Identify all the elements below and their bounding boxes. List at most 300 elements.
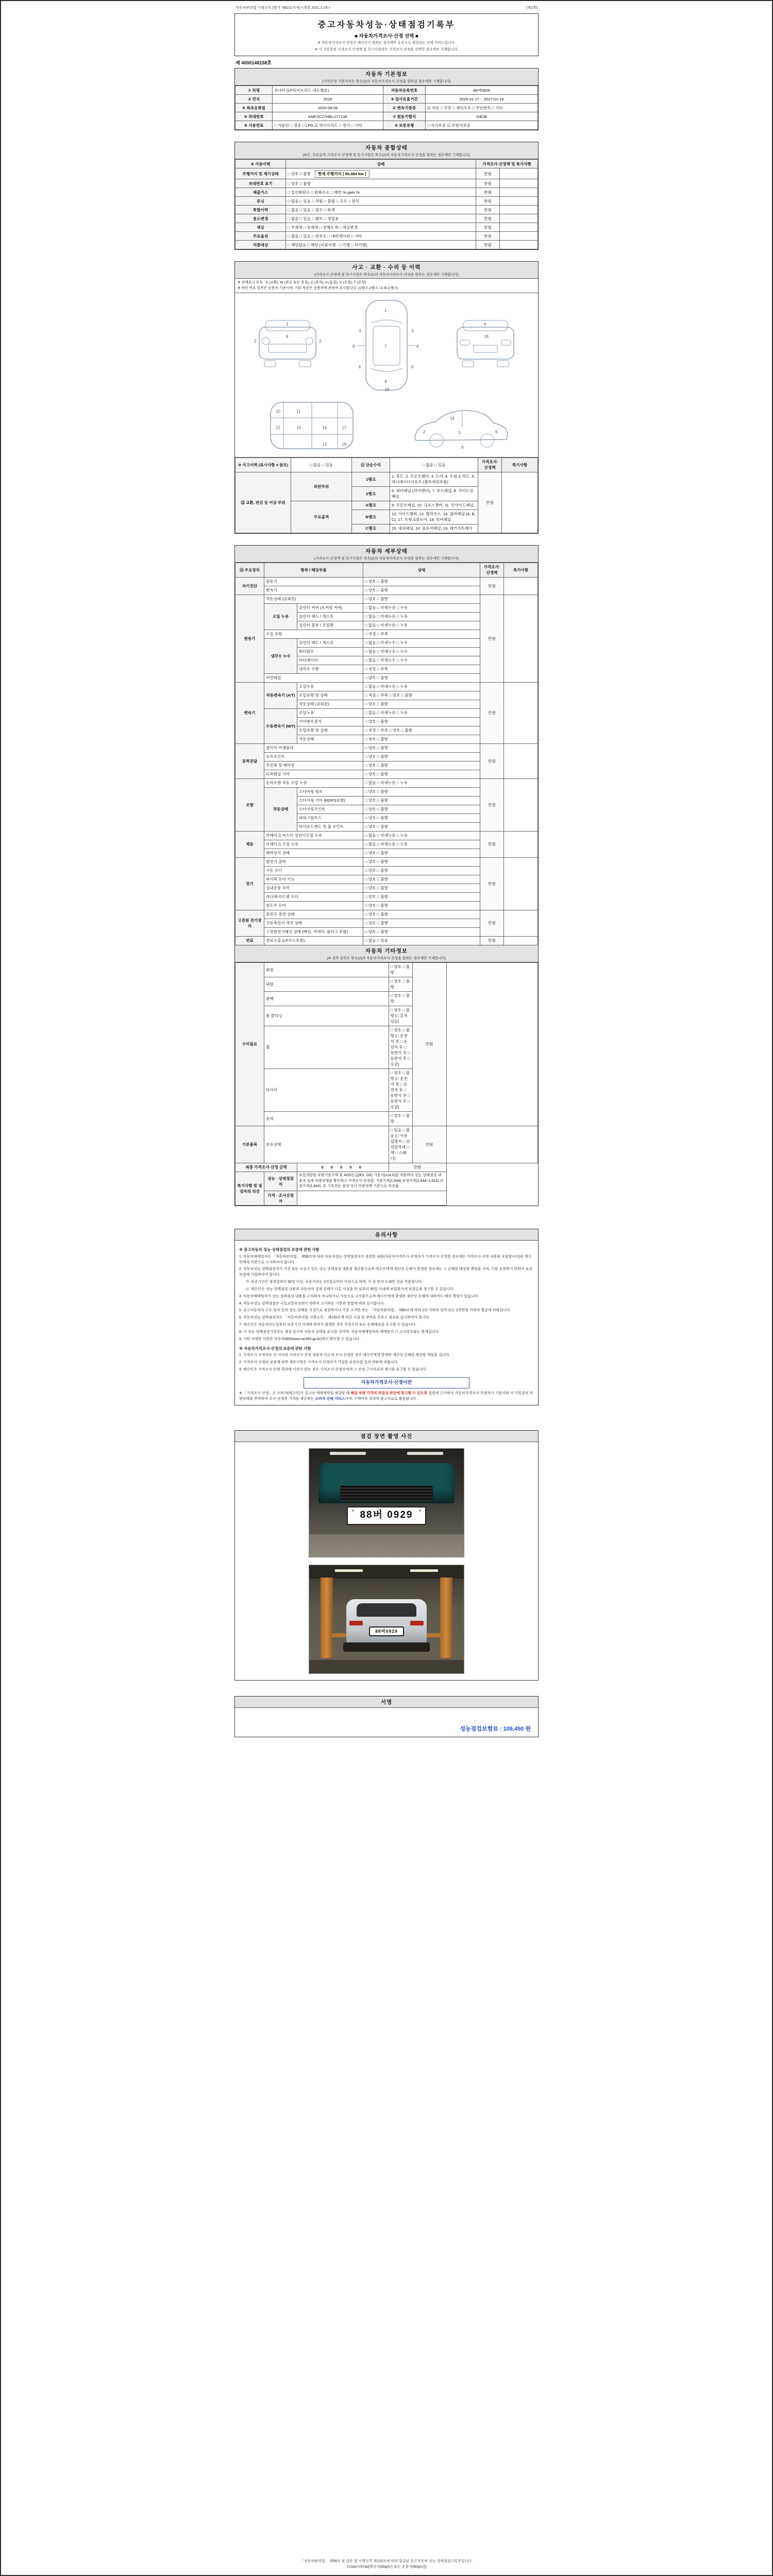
state-checkboxes[interactable]: □ 없음 □ 미세누유 □ 누유 [363, 831, 480, 840]
car-name-label: ① 차명 [236, 86, 273, 95]
model-year-label: ② 연식 [236, 95, 273, 104]
price-cell: 만원 [476, 232, 500, 241]
garage-floor [309, 1534, 464, 1557]
notice-price-items [239, 1353, 534, 1373]
state-checkboxes[interactable]: □ 양호 □ 불량 [363, 849, 480, 857]
svg-text:6: 6 [495, 429, 498, 434]
part-name-cell: 윈도우 모터 [264, 901, 363, 910]
state-checkboxes[interactable]: □ 양호 □ 불량 [363, 814, 480, 822]
overall-condition-table [235, 159, 538, 249]
state-checkboxes[interactable]: □ 없음 □ 있음 □ 침수 □ 화재 [286, 206, 476, 214]
inspection-insurance-fee: 성능점검보험료 : 109,450 원 [460, 1726, 531, 1732]
part-name-cell: 파워고압호스 [297, 814, 363, 822]
device-name-cell: 기본품목 [236, 1126, 264, 1163]
device-name-cell: 고전원 전기장치 [236, 910, 264, 936]
table-row [236, 457, 538, 472]
part-name-cell: 시동 모터 [264, 866, 363, 875]
svg-text:15: 15 [296, 425, 301, 430]
svg-text:19: 19 [342, 442, 346, 447]
price-cell: 만원 [476, 168, 500, 179]
rank2-label: 2랭크 [352, 486, 390, 501]
price-cell: 만원 [476, 188, 500, 197]
remark-cell [504, 910, 538, 936]
state-checkboxes[interactable]: □ 양호 □ 불량 [363, 717, 480, 726]
remark-cell [500, 214, 538, 223]
detail-row [236, 577, 538, 586]
detail-col-item: 항목 / 해당부품 [264, 563, 363, 577]
notice-item: 7. 매수인은 자동차인도일부터 보증기간 이내에 하자가 발생한 경우 무상수리 또는 손해배상을 요구할 수 있습니다. [239, 1323, 417, 1327]
document-subtitle: ■ 자동차가격조사·산정 선택 ■ [355, 33, 418, 39]
photo-area [235, 1442, 538, 1680]
price-definition-box: 자동차가격조사·산정이란 [304, 1377, 470, 1388]
state-checkboxes[interactable]: □ 양호 □ 불량 [363, 910, 480, 919]
garage-light [410, 1569, 438, 1572]
lift-post-right [440, 1578, 452, 1658]
state-checkboxes[interactable]: □ 없음 □ 있음 □ 렌트 □ 영업용 [286, 214, 476, 223]
notice-item: 1. 가격조사·산정자는 이 서식의 가격조사·산정 내용과 다르게 조사·산정한 경우 매수인에게 발생한 재산상 손해를 배상할 책임을 집니다. [239, 1353, 450, 1358]
price-cell: 만원 [476, 197, 500, 206]
state-checkboxes[interactable]: □ 없음 □ 있음 □ 적법 □ 불법 □ 구조 □ 장치 [286, 197, 476, 206]
state-checkboxes[interactable]: □ 양호 □ 불량 (□ 운전석 전 □ 운전석 후 □ 동반석 전 □ 동반석 후 □ 응급) [389, 1069, 412, 1111]
state-checkboxes[interactable]: □ 없음 □ 있음 □ 썬루프 □ 네비게이션 □ 기타 [286, 232, 476, 241]
svg-text:1: 1 [286, 321, 289, 327]
svg-text:2: 2 [254, 338, 257, 344]
part-name-cell: 오일유량 및 상태 [297, 691, 363, 700]
state-checkboxes[interactable]: □ 무채색 □ 유채색 □ 전체도색 □ 색상변경 [286, 223, 476, 232]
state-checkboxes[interactable]: □ 없음 □ 미세누유 □ 누유 [363, 612, 480, 621]
usage-history-label: 리콜대상 [236, 241, 286, 249]
state-checkboxes[interactable]: □ 없음 □ 미세누유 □ 누유 [363, 778, 480, 787]
garage-floor [309, 1660, 464, 1673]
accident-price-cell: 만원 [478, 472, 502, 533]
part-group-cell: 작동상태 [264, 787, 297, 831]
part-name-cell: 작동상태 (공회전) [264, 595, 363, 603]
car-front-diagram [249, 314, 326, 376]
overall-row [236, 197, 538, 206]
svg-text:11: 11 [296, 409, 301, 414]
svg-text:4: 4 [384, 379, 387, 384]
remark-cell [500, 168, 538, 179]
overall-row [236, 188, 538, 197]
state-checkboxes[interactable]: □ 양호 □ 불량 [363, 735, 480, 743]
state-checkboxes[interactable]: □ 적정 □ 부족 [363, 665, 480, 673]
usage-history-label: 특별이력 [236, 206, 286, 214]
detail-row [236, 682, 538, 691]
state-checkboxes[interactable]: □ 없음 □ 미세누유 □ 누유 [363, 708, 480, 717]
state-checkboxes[interactable]: □ 양호 □ 불량 현재 주행거리 [ 90,484 km ] [286, 168, 476, 179]
part-name-cell: 클러치 어셈블리 [264, 743, 363, 752]
overall-condition-note: (※은, 주요골격·가격조사·산정액 및 특기사항은 복수(2)의 자동차가격조사·산정을 원하는 경우에만 기재합니다) [303, 154, 470, 158]
state-symbol-legend: ※ 상태표시 부호 : X (교환), W (판금 또는 용접), C (부식), A (흠집), U (요철), T (손상) ※ 하단 번호 항목은 승용차 기준이며, 기타 차종은 승용차에 준하여 표시합니다. (1랭크·2랭크 / A·B·C랭크) [235, 279, 538, 293]
simple-repair-checkboxes[interactable]: □ 없음 □ 있음 [390, 457, 478, 472]
vin-label: ⑥ 차대번호 [236, 112, 273, 121]
misc-info-note: (※ 장착 항목은 복수(2)의 자동차가격조사·산정을 원하는 경우에만 기재합니다) [327, 956, 446, 960]
notice-item: 가. 보증기간은 점검일부터 30일 이상, 보증거리는 2천킬로미터 이상으로 하며, 이 중 먼저 도래한 것을 적용합니다. [245, 1280, 423, 1284]
detail-row [236, 778, 538, 787]
state-checkboxes[interactable]: □ 양호 □ 불량 [363, 743, 480, 752]
overall-row [236, 179, 538, 188]
notice-item: 2. 자동차성능·상태점검자가 거짓 또는 오류가 있는 성능·상태점검 내용을 제공함으로써 매수인에게 재산상 손해가 발생한 경우에는 그 손해를 배상할 책임을 지며, 이를 보장하기 위하여 보증보험에 가입하여야 합니다. [239, 1267, 533, 1277]
usage-history-label: 주행거리 및 계기상태 [236, 168, 286, 179]
state-checkboxes[interactable]: □ 양호 □ 불량 [363, 752, 480, 761]
misc-info-title: 자동차 기타정보 (※ 장착 항목은 복수(2)의 자동차가격조사·산정을 원하는 경우에만 기재합니다) [235, 945, 538, 962]
rank1-parts: 1. 후드, 2. 프론트펜더, 3. 도어, 4. 트렁크 리드, 5. 라디에이터서포트 (볼트체결부품) [390, 472, 478, 486]
state-checkboxes[interactable]: □ 양호 □ 불량 [363, 875, 480, 884]
state-checkboxes[interactable]: □ 양호 □ 불량 [363, 700, 480, 708]
price-cell: 만원 [480, 936, 504, 945]
car-underbody-diagram [255, 397, 368, 454]
top-note-row [236, 5, 537, 10]
usage-history-label: 튜닝 [236, 197, 286, 206]
first-reg-label: ④ 최초등록일 [236, 104, 273, 112]
accident-remark-cell [502, 472, 538, 533]
state-checkboxes[interactable]: □ 양호 □ 불량 [363, 586, 480, 595]
fuel-checkboxes[interactable]: □ 가솔린 □ 경유 □ LPG ☑ 하이브리드 □ 전기 □ 기타 [273, 121, 383, 130]
header-box [234, 13, 539, 56]
part-name-cell: 라디에이터 [297, 656, 363, 665]
fuel-label: ⑧ 사용연료 [236, 121, 273, 130]
accident-checkboxes[interactable]: □ 없음 □ 있음 [291, 457, 352, 472]
state-checkboxes[interactable]: □ 양호 □ 불량 [363, 770, 480, 778]
lifted-car-rear [346, 1599, 427, 1643]
price-cell: 만원 [480, 743, 504, 778]
detail-col-state: 상태 [363, 563, 480, 577]
footer-line-1: 「자동차관리법」 제58조 및 같은 법 시행규칙 제120조에 따라 발급된 중고자동차 성능·상태점검기록부입니다. [300, 2559, 473, 2563]
accident-label: ⑩ 사고이력 (표시사항 4 참조) [236, 457, 291, 472]
inspection-photo-lift [309, 1565, 464, 1674]
notice-head-1: ※ 중고자동차 성능·상태점검의 보증에 관한 사항 [239, 1247, 320, 1252]
garage-light [330, 1452, 366, 1455]
device-name-cell: 전기 [236, 857, 264, 910]
accident-history-table [235, 457, 538, 533]
engine-type-value: D4CB [426, 112, 538, 121]
state-checkboxes[interactable]: □ 양호 □ 불량 [286, 179, 476, 188]
state-checkboxes[interactable]: □ 없음 □ 미세누유 □ 누유 [363, 603, 480, 612]
detail-row [236, 831, 538, 840]
detail-condition-title: 자동차 세부상태 (가격조사·산정액 및 특기사항은 복수(2)의 자동차가격조사·산정을 원하는 경우에만 기재합니다) [235, 546, 538, 563]
table-row [236, 104, 538, 112]
part-name-cell: 기어변속장치 [297, 717, 363, 726]
detail-col-remark: 특기사항 [504, 563, 538, 577]
remark-cell [446, 1126, 538, 1163]
remark-cell [500, 223, 538, 232]
warranty-checkboxes[interactable]: □ 자가보증 ☑ 보험사보증 [426, 121, 538, 130]
remark-cell [500, 241, 538, 249]
part-group-cell: 냉각수 누수 [264, 638, 297, 673]
signature-section [234, 1696, 539, 1737]
part-name-cell: 스티어링조인트 [297, 805, 363, 814]
notice-item: 3. 매수인은 가격조사·산정 결과에 이의가 있는 경우 가격조사·산정자에게 그 산정 근거자료의 제시를 요구할 수 있습니다. [239, 1367, 427, 1371]
part-name-cell: 외장 [264, 962, 389, 977]
overall-tbody [236, 168, 538, 249]
notice-item: 9. 기타 자세한 사항은 자동차365(www.car365.go.kr)에서 확인할 수 있습니다. [239, 1337, 361, 1341]
remark-cell [504, 577, 538, 595]
car-grille [340, 1486, 433, 1501]
signature-body[interactable] [235, 1708, 538, 1737]
usage-history-label: 주요옵션 [236, 232, 286, 241]
signature-title: 서명 [235, 1697, 538, 1708]
state-checkboxes[interactable]: □ 양호 □ 불량 (□ 운전석 전 □ 운전석 후 □ 동반석 전 □ 동반석 후 □ 응급) [389, 1026, 412, 1069]
part-name-cell: 워터펌프 [297, 647, 363, 656]
part-name-cell: 원동기 [264, 577, 363, 586]
photo-section-title: 점검 장면 촬영 사진 [235, 1431, 538, 1442]
basic-info-table [235, 86, 538, 130]
table-row [236, 121, 538, 130]
state-checkboxes[interactable]: □ 적정 □ 부족 [363, 630, 480, 638]
part-name-cell: 라디에이터 팬 모터 [264, 892, 363, 901]
state-checkboxes[interactable]: □ 양호 □ 불량 [363, 595, 480, 603]
opinion-row-appraiser [236, 1191, 538, 1206]
state-checkboxes[interactable]: □ 양호 □ 불량 [363, 901, 480, 910]
part-name-cell: 휠 [264, 1026, 389, 1069]
part-name-cell: 연료누출 (LP가스포함) [264, 936, 363, 945]
state-checkboxes[interactable]: □ 있음 □ 없음 (□ 사용설명서 □ 안전삼각대 □ 잭 □ 스패너) [389, 1126, 412, 1163]
engine-type-label: ⑦ 원동기형식 [383, 112, 426, 121]
state-checkboxes[interactable]: □ 양호 □ 불량 [389, 962, 412, 977]
state-checkboxes[interactable]: □ 양호 □ 불량 [363, 577, 480, 586]
rankC-label: C랭크 [352, 524, 390, 533]
svg-text:4: 4 [483, 321, 486, 327]
state-checkboxes[interactable]: □ 없음 □ 있음 [363, 936, 480, 945]
rank2-parts: 6. 쿼터패널 (리어펜더), 7. 루프패널, 8. 사이드실패널 [390, 486, 478, 501]
state-checkboxes[interactable]: □ 양호 □ 불량 [389, 1111, 412, 1126]
lift-post-left [321, 1578, 333, 1658]
first-reg-value: 2020-06-06 [273, 104, 383, 112]
part-name-cell: 작동상태 (공회전) [297, 700, 363, 708]
part-name-cell: 발전기 출력 [264, 857, 363, 866]
detail-col-device: ⑬ 주요장치 [236, 563, 264, 577]
svg-text:3: 3 [358, 328, 361, 333]
svg-text:17: 17 [342, 425, 346, 430]
outer-panel-label: 외판부위 [291, 472, 352, 501]
part-name-cell: 디퍼렌셜 기어 [264, 770, 363, 778]
remark-cell [504, 682, 538, 743]
definition-blue: 소비자 선택 서비스 [315, 1397, 345, 1401]
notice-item: 8. 이 성능·상태점검기록부는 점검 당시의 자동차 상태를 표시한 것이며, 자동차매매업자의 매매알선 시 고지의무와는 별개입니다. [239, 1330, 440, 1334]
detail-row [236, 936, 538, 945]
part-name-cell: 커먼레일 [264, 673, 363, 682]
part-name-cell: 오일유량 및 상태 [297, 726, 363, 735]
state-checkboxes[interactable]: □ 없음 □ 미세누수 □ 누수 [363, 638, 480, 647]
page-marker: (제1쪽) [526, 6, 537, 10]
definition-post: 이며, 구매여부 결정에 참고자료로 활용됩니다. [345, 1397, 417, 1401]
part-name-cell: 실린더 블록 / 오일팬 [297, 621, 363, 630]
final-price-unit: 만원 [389, 1163, 446, 1172]
state-checkboxes[interactable]: □ 없음 □ 미세누수 □ 누수 [363, 656, 480, 665]
state-checkboxes[interactable]: □ 일산화탄소 □ 탄화수소 □ 매연 % ppm % [286, 188, 476, 197]
car-top-diagram [350, 296, 423, 394]
document-title: 중고자동차성능·상태점검기록부 [317, 21, 456, 29]
accident-history-note: (가격조사·산정액 및 특기사항은 복수(2)의 자동차가격조사·산정을 원하는 경우에만 기재합니다) [314, 273, 459, 277]
overall-condition-section [234, 142, 539, 250]
notice-item: 1. 자동차매매업자는 「자동차관리법」 제58조에 따라 자동차성능·상태점검자가 점검한 내용(자동차가격조사·산정자가 가격조사·산정한 경우에는 가격조사·산정 내용을 포함합니다)을 매수인에게 서면으로 고지하여야 합니다. [239, 1255, 532, 1264]
state-checkboxes[interactable]: □ 없음 □ 미세누유 □ 누유 [363, 621, 480, 630]
part-name-cell: 실린더 커버 (로커암 커버) [297, 603, 363, 612]
detail-condition-section [234, 545, 539, 1207]
price-cell: 만원 [480, 682, 504, 743]
model-year-value: 2020 [273, 95, 383, 104]
remark-cell [500, 179, 538, 188]
price-cell: 만원 [476, 223, 500, 232]
state-checkboxes[interactable]: □ 없음 □ 미세누수 □ 누수 [363, 647, 480, 656]
detail-condition-note: (가격조사·산정액 및 특기사항은 복수(2)의 자동차가격조사·산정을 원하는 경우에만 기재합니다) [314, 556, 459, 561]
accident-history-title: 사고 · 교환 · 수리 등 이력 (가격조사·산정액 및 특기사항은 복수(2)의 자동차가격조사·산정을 원하는 경우에만 기재합니다) [235, 262, 538, 279]
price-cell: 만원 [480, 910, 504, 936]
overall-row [236, 223, 538, 232]
device-name-cell: 자기진단 [236, 577, 264, 595]
notice-item: 2. 가격조사·산정의 보증에 관한 세부사항은 가격조사·산정자가 가입한 보증보험 등의 약관에 따릅니다. [239, 1361, 399, 1364]
car-rear-diagram [447, 314, 524, 376]
state-checkboxes[interactable]: □ 양호 □ 불량 [363, 919, 480, 927]
tail-light-right [410, 1621, 424, 1625]
part-group-cell: 자동변속기 (A/T) [264, 682, 297, 708]
overall-row [236, 206, 538, 214]
state-checkboxes[interactable]: □ 해당없음 □ 해당 (리콜이행 : □ 이행 □ 미이행) [286, 241, 476, 249]
state-checkboxes[interactable]: □ 양호 □ 불량 [363, 761, 480, 770]
price-col-label: 가격조사·산정액 [478, 457, 502, 472]
definition-red: 해당 차량 가격의 적절성 판단에 참고할 수 있도록 [350, 1391, 428, 1395]
rank1-label: 1랭크 [352, 472, 390, 486]
remark-cell [504, 595, 538, 682]
price-cell: 만원 [476, 214, 500, 223]
table-row [236, 95, 538, 104]
part-name-cell: 스티어링 펌프 [297, 787, 363, 796]
part-name-cell: 유리 [264, 1111, 389, 1126]
tail-light-left [349, 1621, 363, 1625]
state-checkboxes[interactable]: □ 적정 □ 부족 □ 양호 □ 불량 [363, 691, 480, 700]
part-name-cell: 변속기 [264, 586, 363, 595]
device-name-cell: 연료 [236, 936, 264, 945]
detail-row [236, 595, 538, 603]
basic-info-section [234, 68, 539, 130]
basic-info-title: 자동차 기본정보 (가격산정 기준가격은 복수(2)의 자동차가격조사·산정을 원하실 경우에만 기재합니다) [235, 69, 538, 86]
part-name-cell: 광택 [264, 991, 389, 1006]
svg-text:16: 16 [322, 425, 327, 430]
detail-row [236, 910, 538, 919]
remark-col-label: 특기사항 [502, 457, 538, 472]
misc-tbody [236, 962, 538, 1163]
table-row [236, 472, 538, 486]
vin-value: KMF2C27HBLU77139 [273, 112, 383, 121]
state-checkboxes[interactable]: □ 양호 □ 불량 [363, 892, 480, 901]
detail-row [236, 857, 538, 866]
license-plate-small: 88버0929 [369, 1626, 404, 1636]
rear-window [357, 1603, 416, 1617]
state-checkboxes[interactable]: □ 양호 □ 불량 [363, 787, 480, 796]
state-checkboxes[interactable]: □ 양호 □ 불량 [363, 673, 480, 682]
remark-cell [500, 188, 538, 197]
state-checkboxes[interactable]: □ 양호 □ 불량 [363, 822, 480, 831]
current-mileage-box: 현재 주행거리 [ 90,484 km ] [315, 170, 369, 178]
state-checkboxes[interactable]: □ 양호 □ 불량 [363, 866, 480, 875]
part-name-cell: 등속조인트 [264, 752, 363, 761]
state-checkboxes[interactable]: □ 없음 □ 미세누유 □ 누유 [363, 840, 480, 849]
remark-cell [504, 936, 538, 945]
device-name-cell: 동력전달 [236, 743, 264, 778]
state-checkboxes[interactable]: □ 양호 □ 불량 [363, 857, 480, 866]
table-header-row [236, 563, 538, 577]
overall-row [236, 241, 538, 249]
part-name-cell: 실내송풍 모터 [264, 884, 363, 892]
part-name-cell: 배력장치 상태 [264, 849, 363, 857]
rankA-label: A랭크 [352, 501, 390, 510]
remark-cell [504, 831, 538, 857]
transmission-label: ⑤ 변속기종류 [383, 104, 426, 112]
svg-text:3: 3 [458, 430, 461, 435]
inspection-photo-plate [309, 1448, 464, 1557]
remark-cell [504, 857, 538, 910]
device-name-cell: 제동 [236, 831, 264, 857]
svg-text:18: 18 [483, 334, 489, 339]
garage-ceiling [309, 1565, 464, 1579]
inspection-period-value: 2026-01-17 ~ 2027-01-16 [426, 95, 538, 104]
price-cell: 만원 [480, 857, 504, 910]
remark-cell [500, 197, 538, 206]
header-note-2: ※ 이 기록부의 가격조사·산정액 및 특기사항란은 가격조사·산정을 선택한 경우에만 기재합니다. [314, 48, 459, 52]
svg-text:14: 14 [450, 416, 455, 421]
part-name-cell: 추진축 및 베어링 [264, 761, 363, 770]
price-definition-text [239, 1391, 534, 1402]
part-name-cell: 구동축전지 격리 상태 [264, 919, 363, 927]
state-checkboxes[interactable]: □ 양호 □ 불량 [389, 977, 412, 991]
device-name-cell: 원동기 [236, 595, 264, 682]
overall-col-item: ⑨ 사용이력 [236, 160, 286, 168]
rankB-parts: 12. 사이드멤버, 13. 휠하우스, 14. 필러패널 (A, B, C), 17. 트렁크플로어, 18. 리어패널 [390, 510, 478, 524]
notice-item: 4. 자동차성능·상태점검은 국토교통부장관이 정하여 고시하는 기준과 방법에 따라 실시합니다. [239, 1301, 385, 1306]
state-checkboxes[interactable]: □ 양호 □ 불량 [363, 884, 480, 892]
transmission-checkboxes[interactable]: ☑ 자동 □ 수동 □ 세미오토 □ 무단변속 □ 기타 [426, 104, 538, 112]
part-name-cell: 오일 유량 [264, 630, 363, 638]
opinion-row-inspector [236, 1172, 538, 1191]
price-cell: 만원 [476, 179, 500, 188]
part-name-cell: 내장 [264, 977, 389, 991]
state-checkboxes[interactable]: □ 양호 □ 불량 (□ 흔적있음) [389, 1006, 412, 1026]
reg-no-label: 자동차등록번호 [383, 86, 426, 95]
header-note-1: ※ 자동차가격조사·산정은 매수인이 원하는 경우에만 유상으로 제공되는 선택 서비스입니다. [317, 41, 456, 45]
inspector-label: 성능 · 상태점검자 [264, 1172, 297, 1191]
car-diagram-area [235, 293, 538, 457]
state-checkboxes[interactable]: □ 양호 □ 불량 [363, 805, 480, 814]
garage-light [335, 1569, 363, 1572]
svg-text:13: 13 [322, 442, 327, 447]
state-checkboxes[interactable]: □ 양호 □ 불량 [363, 927, 480, 936]
detail-col-price: 가격조사·산정액 [480, 563, 504, 577]
usage-history-label: 배출가스 [236, 188, 286, 197]
price-cell: 만원 [412, 962, 446, 1126]
definition-pre: ※ 「가격조사·산정」은 소비자(매수인)가 중고차 매매계약을 체결할 때 [239, 1391, 351, 1395]
law-reference: 자동차관리법 시행규칙 [별지 제82호서식] <개정 2021.1.19.> [236, 6, 331, 10]
state-checkboxes[interactable]: □ 양호 □ 불량 [363, 796, 480, 805]
svg-text:9: 9 [286, 334, 289, 339]
warranty-label: ⑨ 보증유형 [383, 121, 426, 130]
part-name-cell: 스티어링 기어 (MDPS포함) [297, 796, 363, 805]
state-checkboxes[interactable]: □ 적정 □ 부족 □ 양호 □ 불량 [363, 726, 480, 735]
state-checkboxes[interactable]: □ 양호 □ 불량 [389, 991, 412, 1006]
misc-row [236, 1126, 538, 1163]
state-checkboxes[interactable]: □ 없음 □ 미세누유 □ 누유 [363, 682, 480, 691]
svg-text:6: 6 [358, 364, 361, 369]
part-name-cell: 실린더 헤드 / 개스킷 [297, 638, 363, 647]
photo-section [234, 1430, 539, 1681]
footer-line-2: 210㎜×297㎜[백상지(80g/㎡) 또는 중질지(80g/㎡)] [347, 2565, 426, 2569]
detail-tbody [236, 577, 538, 945]
car-underbody-shadow [343, 1642, 430, 1652]
price-cell: 만원 [476, 241, 500, 249]
part-name-cell: 브레이크 마스터 실린더오일 누유 [264, 831, 363, 840]
svg-text:8: 8 [352, 344, 355, 349]
overall-condition-title: 자동차 종합상태 (※은, 주요골격·가격조사·산정액 및 특기사항은 복수(2)의 자동차가격조사·산정을 원하는 경우에만 기재합니다) [235, 142, 538, 159]
overall-col-price: 가격조사·산정액 및 특기사항 [476, 160, 538, 168]
